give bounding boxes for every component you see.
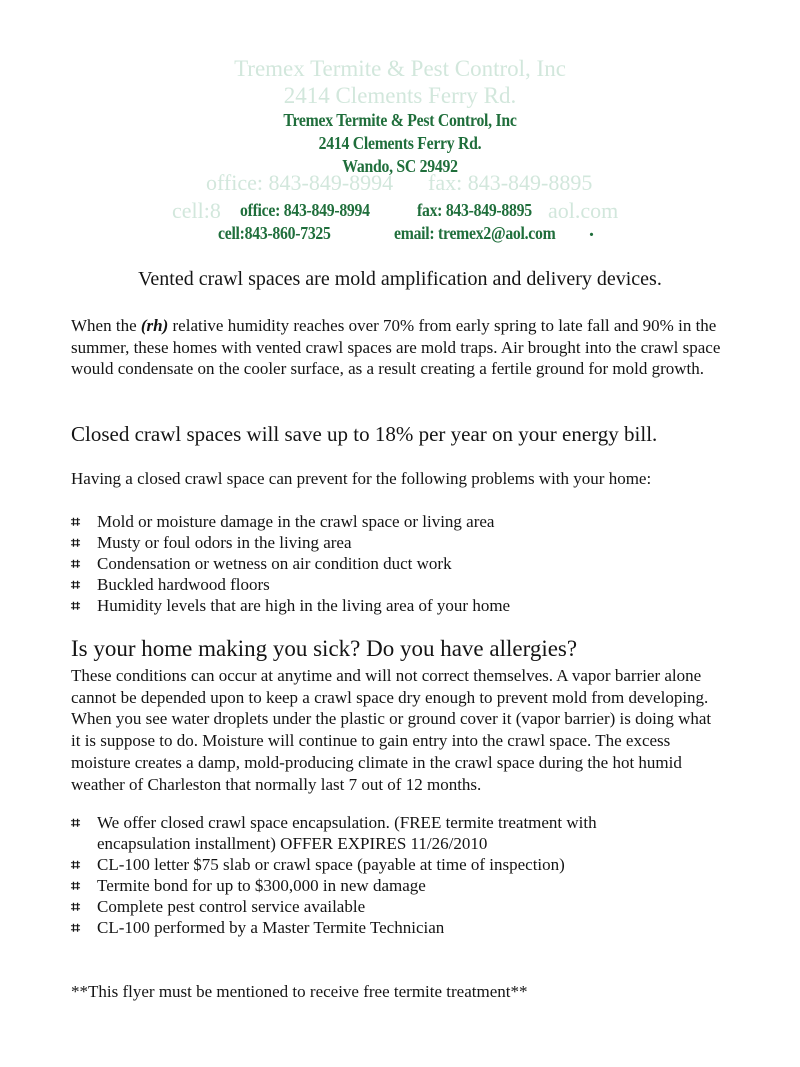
ghost-office-phone: office: 843-849-8994 xyxy=(206,170,394,195)
humidity-paragraph-rest: relative humidity reaches over 70% from early spring to late fall and 90% in the summer, these homes with vented crawl spaces are mold traps. Air brought into the crawl space would condensate on the cooler surface, as a result creating a fertile ground for mold growth. xyxy=(71,316,721,379)
problems-intro: Having a closed crawl space can prevent for the following problems with your home: xyxy=(71,469,652,488)
list-item-text: Musty or foul odors in the living area xyxy=(97,533,352,552)
cell-phone: cell:843-860-7325 xyxy=(218,223,331,243)
list-item xyxy=(71,553,510,574)
hash-bullet-icon: ⌗ xyxy=(71,813,81,832)
list-item-text: Mold or moisture damage in the crawl space or living area xyxy=(97,512,495,531)
ghost-company-name: Tremex Termite & Pest Control, Inc xyxy=(234,56,566,81)
offer-text: CL-100 letter $75 slab or crawl space (payable at time of inspection) xyxy=(97,855,565,874)
hash-bullet-icon: ⌗ xyxy=(71,918,81,937)
list-item xyxy=(71,854,597,875)
ghost-cell-fragment: cell:8 xyxy=(172,198,221,223)
list-item xyxy=(71,532,510,553)
offer-text: Termite bond for up to $300,000 in new damage xyxy=(97,876,426,895)
offer-text: We offer closed crawl space encapsulation. (FREE termite treatment with xyxy=(97,813,597,832)
trailing-dot: . xyxy=(589,219,594,241)
ghost-email-fragment: aol.com xyxy=(548,198,619,223)
hash-bullet-icon: ⌗ xyxy=(71,533,81,552)
hash-bullet-icon: ⌗ xyxy=(71,855,81,874)
list-item xyxy=(71,812,597,854)
hash-bullet-icon: ⌗ xyxy=(71,876,81,895)
ghost-address: 2414 Clements Ferry Rd. xyxy=(283,83,517,108)
list-item xyxy=(71,595,510,616)
main-headline: Vented crawl spaces are mold amplification and delivery devices. xyxy=(138,268,662,290)
email-address: email: tremex2@aol.com xyxy=(394,223,556,243)
list-item xyxy=(71,574,510,595)
moisture-paragraph: These conditions can occur at anytime and will not correct themselves. A vapor barrier alone cannot be depended upon to keep a crawl space dry enough to prevent mold from developing. When you see water droplets under the plastic or ground cover it (vapor barrier) is doing what it is suppose to do. Moisture will continue to gain entry into the crawl space. The excess moisture creates a damp, mold-producing climate in the crawl space during the hot humid weather of Charleston that normally last 7 out of 12 months. xyxy=(71,666,712,794)
flyer-note: **This flyer must be mentioned to receive free termite treatment** xyxy=(71,982,528,1001)
humidity-paragraph xyxy=(71,315,731,380)
problems-list xyxy=(71,511,510,616)
company-city: Wando, SC 29492 xyxy=(342,156,458,176)
offers-list xyxy=(71,812,597,938)
list-item-text: Buckled hardwood floors xyxy=(97,575,270,594)
hash-bullet-icon: ⌗ xyxy=(71,575,81,594)
offer-text: CL-100 performed by a Master Termite Technician xyxy=(97,918,445,937)
hash-bullet-icon: ⌗ xyxy=(71,512,81,531)
company-address: 2414 Clements Ferry Rd. xyxy=(318,133,482,153)
list-item xyxy=(71,875,597,896)
ghost-fax: fax: 843-849-8895 xyxy=(428,170,593,195)
health-heading: Is your home making you sick? Do you have allergies? xyxy=(71,636,578,661)
list-item-text: Condensation or wetness on air condition duct work xyxy=(97,554,452,573)
hash-bullet-icon: ⌗ xyxy=(71,897,81,916)
office-phone: office: 843-849-8994 xyxy=(240,200,370,220)
fax-number: fax: 843-849-8895 xyxy=(417,200,532,220)
energy-savings-statement: Closed crawl spaces will save up to 18% per year on your energy bill. xyxy=(71,422,658,446)
company-name: Tremex Termite & Pest Control, Inc xyxy=(283,110,517,130)
offer-text: Complete pest control service available xyxy=(97,897,366,916)
list-item xyxy=(71,511,510,532)
offer-text-continued: encapsulation installment) OFFER EXPIRES 11/26/2010 xyxy=(97,834,488,853)
hash-bullet-icon: ⌗ xyxy=(71,596,81,615)
rh-emphasis: (rh) xyxy=(140,316,169,335)
hash-bullet-icon: ⌗ xyxy=(71,554,81,573)
list-item xyxy=(71,917,597,938)
list-item xyxy=(71,896,597,917)
humidity-paragraph-start: When the xyxy=(71,316,141,335)
list-item-text: Humidity levels that are high in the living area of your home xyxy=(97,596,511,615)
